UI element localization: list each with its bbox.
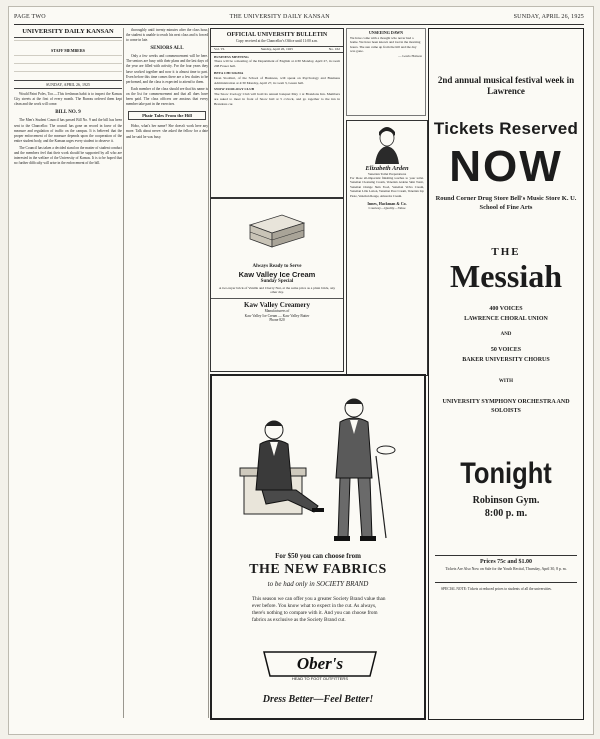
society-brand-ad [210, 374, 426, 720]
bulletin-item-heading: SNOW ZOOLOGY CLUB [214, 87, 255, 92]
bulletin-number: No. 162 [328, 46, 340, 51]
fabrics-body: This season we can offer you a greater Society Brand value than ever before. You know what to expect in the cut. As always, there's nothing to compare with it. And you can choose from fabrics as exclusive as the Society Brand cut. [252, 596, 386, 623]
poem-text: We have come with a thought who never had a home. We have been known and lost in the morning hours. The sun came up from the hill and the day was gone. [350, 35, 421, 54]
bulletin-meta [211, 46, 343, 53]
kaw-special: Sunday Special [260, 279, 294, 284]
editorial-paragraph: Would Paint Poles, Too.—This freshman habit is to inspect the Kansas City streets at the first of every month. The Bureau ordered them kept clean and the work will come. [14, 92, 122, 107]
bulletin-title: OFFICIAL UNIVERSITY BULLETIN [226, 32, 328, 38]
staff-list [14, 55, 122, 61]
kaw-valley-ad [210, 198, 344, 372]
kaw-tagline: Always Ready to Serve [252, 264, 302, 269]
kaw-description: A two-layer brick of Vanilla and Cherry Nut, at the same price as a plain brick, any other day. [218, 286, 336, 294]
obers-logo-sub: HEAD TO FOOT OUTFITTERS [291, 676, 349, 681]
prices: Prices 75c and $1.00 [435, 555, 577, 565]
article-paragraph: thoroughly until twenty minutes after the class hour, the student is unable to reach his next class and is forced to come in late. [126, 28, 208, 43]
page-header [14, 10, 584, 25]
poem-author: — Lewis Hobson [398, 53, 422, 58]
editorial-heading: BILL NO. 9 [55, 110, 81, 116]
masthead-notice [14, 40, 122, 46]
kaw-products: Kaw Valley Ice Cream — Kaw Valley Butter [244, 313, 310, 318]
bulletin-volume: Vol. VI. [214, 46, 226, 51]
editorial-paragraph: The Men's Student Council has passed Bill No. 9 and the bill has been sent to the Chancellor. The council has gone on record in favor of the measure and regulation of traffic on the campus. It is believed that the proper enforcement of the measure depends upon the cooperation of the entire student body, and the Kansan urges every student to observe it. [14, 118, 122, 143]
tonight-headline: Tonight [460, 457, 552, 490]
second-column [126, 28, 208, 718]
voices-count-2: 50 VOICES [490, 347, 522, 353]
obers-logo [260, 648, 380, 682]
arden-brand: Elizabeth Arden [365, 165, 409, 172]
the-label: THE [491, 246, 521, 258]
now-headline: NOW [449, 142, 563, 191]
bulletin-subtitle: Copy received at the Chancellor's Office until 11:00 a.m. [236, 39, 318, 43]
arden-subtitle: Venetian Toilet Preparations [367, 172, 407, 176]
bulletin-date: Sunday, April 26, 1925 [260, 46, 294, 51]
article-heading: SENIORS ALL [150, 46, 184, 52]
bulletin-item-heading: BUSINESS MEETING [214, 54, 249, 59]
column-rule [123, 28, 124, 718]
poem-box [346, 28, 426, 116]
messiah-title: Messiah [450, 258, 562, 294]
editorial-column [14, 28, 122, 718]
fabrics-headline: THE NEW FABRICS [249, 562, 387, 577]
editorial-paragraph: The Council has taken a decided stand on the matter of student conduct and the members feel that their work should be supported by all who are interested in the welfare of the University of Kansas. It is to be hoped that no further difficulty will arise in the enforcement of the bill. [14, 145, 122, 166]
special-note: SPECIAL NOTE: Tickets at reduced prices to students of all the universities. [435, 582, 577, 592]
article-paragraph: Each member of the class should see that his name is on the list for commencement and that all dues have been paid. The class officers are anxious that every member take part in the exercises. [126, 86, 208, 107]
ticket-outlets: Round Corner Drug Store Bell's Music Store K. U. School of Fine Arts [435, 195, 577, 211]
staff-list [14, 71, 122, 77]
column-box-title: Phair Tales From the Hill [128, 111, 206, 120]
kaw-phone: Phone 820 [269, 318, 285, 323]
festival-headline: 2nd annual musical festival week in Lawrence [437, 75, 575, 96]
recital-note: Tickets Are Also Now on Sale for the Youth Recital, Thursday, April 30, 8 p. m. [445, 567, 567, 571]
editorial-dateline: SUNDAY, APRIL 26, 1925 [14, 80, 122, 89]
fabrics-subline: to be had only in SOCIETY BRAND [267, 580, 369, 588]
kaw-company: Kaw Valley Creamery [211, 298, 343, 309]
festival-ad [428, 28, 584, 720]
article-paragraph: Only a few weeks and commencement will be here. The seniors are busy with their plans and the last days of the year are filled with activity. For the four years they have worked together and now it is almost time to part. Even before this time comes there are a few duties to be performed, and the class is expected to attend to them. [126, 54, 208, 84]
bulletin-item-text: Dean Stoddart, of the School of Business, will speak on Psychology and Business Administration at 4:30 Monday, April 27, in room 3, Green hall. [214, 75, 340, 85]
and-label: AND [500, 332, 512, 337]
bulletin-item-text: There will be a meeting of the Department of English at 4:30 Monday, April 27, in room 208 Fraser hall. [214, 59, 340, 69]
lady-portrait-illustration [367, 124, 407, 164]
bulletin-item-text: The Snow Zoology Club will hold its annual banquet May 1 at Brandons Inn. Members are asked to meet in front of Snow hall at 5 o'clock, and go together to the inn in Brandons car. [214, 92, 340, 106]
poem-title: UNSEEING DAWN [368, 30, 404, 35]
tickets-reserved: Tickets Reserved [433, 119, 579, 138]
kansan-masthead: UNIVERSITY DAILY KANSAN [14, 28, 122, 38]
choral-union: LAWRENCE CHORAL UNION [464, 316, 548, 322]
issue-date: SUNDAY, APRIL 26, 1925 [513, 14, 584, 20]
two-gentlemen-illustration [226, 386, 410, 546]
bulletin-item-heading: BETA CHI SIGMA [214, 70, 244, 75]
arden-firm: Innes, Hackman & Co. [367, 201, 407, 207]
fabrics-slogan: Dress Better—Feel Better! [262, 694, 374, 705]
with-label: WITH [498, 379, 514, 384]
baker-chorus: BAKER UNIVERSITY CHORUS [462, 357, 550, 363]
fabrics-price-line: For $50 you can choose from [275, 552, 361, 560]
showtime: 8:00 p. m. [484, 508, 528, 519]
official-bulletin [210, 28, 344, 198]
column-rule [208, 28, 209, 718]
voices-count: 400 VOICES [489, 306, 523, 312]
article-paragraph: Hobo, what's her name? She doesn't work here any more. Talk about nerve: she asked the fellow for a date and he said he was busy. [126, 124, 208, 139]
arden-body: For those all-important finishing touches to your toilet. Venetian Cleansing Cream, Venetian Ardena Skin Tonic, Venetian Orange Skin Food, Venetian Velva Cream, Venetian Lille Lotion, Venetian Pore Cream, Venetian Lip Paste, Venetian Rouge, Amoretta Cream. [350, 176, 424, 198]
elizabeth-arden-ad [346, 120, 428, 376]
staff-heading: STAFF MEMBERS [51, 48, 85, 53]
kaw-product: Kaw Valley Ice Cream [238, 270, 316, 279]
ice-cream-brick-illustration [242, 203, 312, 253]
obers-logo-text: Ober's [296, 654, 344, 673]
kaw-manufacturers: Manufacturers of [264, 309, 290, 313]
orchestra-soloists: UNIVERSITY SYMPHONY ORCHESTRA AND SOLOISTS [442, 399, 570, 414]
newspaper-title: THE UNIVERSITY DAILY KANSAN [229, 14, 330, 20]
staff-list [14, 63, 122, 69]
arden-tagline: Courtesy—Quality—Value [368, 206, 406, 211]
page-number: PAGE TWO [14, 14, 46, 20]
venue: Robinson Gym. [472, 495, 540, 506]
